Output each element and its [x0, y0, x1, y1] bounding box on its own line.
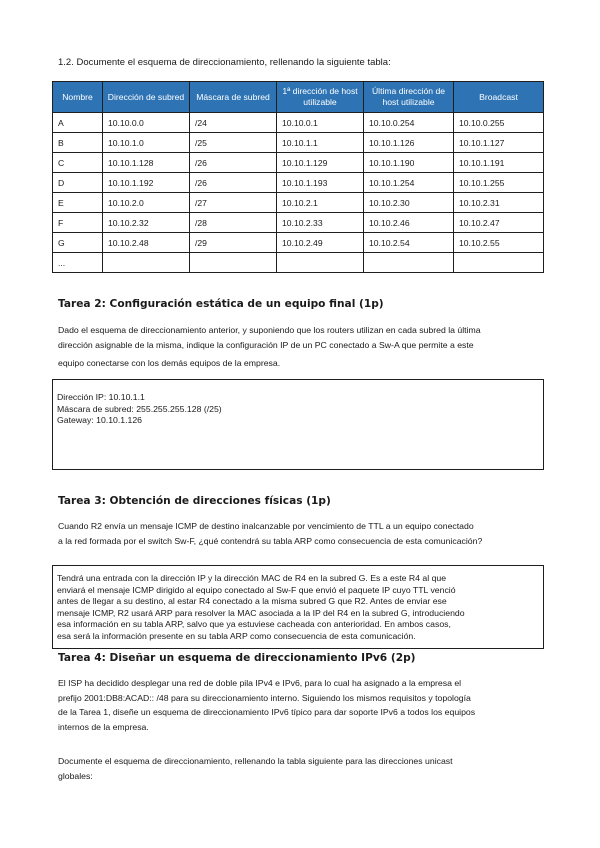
table-row	[53, 233, 544, 253]
table-cell: 10.10.2.54	[364, 233, 454, 253]
table-cell	[454, 253, 544, 273]
table-cell: 10.10.1.254	[364, 173, 454, 193]
header-nombre: Nombre	[53, 82, 103, 113]
table-row	[53, 113, 544, 133]
paragraph-line: Dado el esquema de direccionamiento anterior, y suponiendo que los routers utilizan en cada subred la última	[58, 325, 481, 335]
table-cell: B	[53, 133, 103, 153]
answer-line: Tendrá una entrada con la dirección IP y la dirección MAC de R4 en la subred G. Es a este R4 al que	[57, 573, 447, 583]
answer-line: Máscara de subred: 255.255.255.128 (/25)	[57, 403, 222, 414]
table-cell: 10.10.2.46	[364, 213, 454, 233]
table-cell: 10.10.2.49	[277, 233, 364, 253]
answer-line: antes de llegar a su destino, al estar R4 conectado a la misma subred G que R2. Antes de enviar ese	[57, 596, 447, 606]
tarea4-heading: Tarea 4: Diseñar un esquema de direccionamiento IPv6 (2p)	[58, 652, 416, 664]
table-row	[53, 193, 544, 213]
table-cell: 10.10.0.0	[103, 113, 190, 133]
paragraph-line: equipo conectarse con los demás equipos de la empresa.	[58, 358, 281, 368]
table-cell: 10.10.2.30	[364, 193, 454, 213]
table-cell: /24	[190, 113, 277, 133]
table-cell	[364, 253, 454, 273]
header-mascara-subred: Máscara de subred	[190, 82, 277, 113]
tarea4-paragraph-1	[58, 676, 546, 734]
answer-line: mensaje ICMP, R2 usará ARP para resolver la MAC asociada a la IP del R4 en la subred G, introduciendo	[57, 607, 465, 618]
table-cell: 10.10.2.47	[454, 213, 544, 233]
table-cell: 10.10.1.192	[103, 173, 190, 193]
table-cell: 10.10.2.33	[277, 213, 364, 233]
tarea2-heading: Tarea 2: Configuración estática de un equipo final (1p)	[58, 298, 384, 310]
table-cell: /28	[190, 213, 277, 233]
table-cell	[103, 253, 190, 273]
table-cell: /26	[190, 153, 277, 173]
table-cell: 10.10.2.48	[103, 233, 190, 253]
table-cell: /27	[190, 193, 277, 213]
table-cell	[190, 253, 277, 273]
table-cell: /25	[190, 133, 277, 153]
addressing-table	[52, 81, 544, 273]
paragraph-line: dirección asignable de la misma, indique la configuración IP de un PC conectado a Sw-A que permite a este	[58, 339, 474, 350]
tarea3-answer	[57, 573, 539, 642]
table-cell: ...	[53, 253, 103, 273]
table-cell: 10.10.2.31	[454, 193, 544, 213]
answer-line: Gateway: 10.10.1.126	[57, 415, 143, 425]
header-broadcast: Broadcast	[454, 82, 544, 113]
tarea2-answer	[57, 392, 222, 427]
table-cell: 10.10.1.191	[454, 153, 544, 173]
table-row	[53, 133, 544, 153]
header-primera-host: 1ª dirección de host utilizable	[277, 82, 364, 113]
paragraph-line: a la red formada por el switch Sw-F, ¿qué contendrá su tabla ARP como consecuencia de esta comunicación?	[58, 535, 483, 546]
paragraph-line: de la Tarea 1, diseñe un esquema de direccionamiento IPv6 típico para dar soporte IPv6 a todos los equipos	[58, 707, 476, 717]
paragraph-line: El ISP ha decidido desplegar una red de doble pila IPv4 e IPv6, para lo cual ha asignado a la empresa el	[58, 678, 462, 688]
paragraph-line: globales:	[58, 770, 93, 781]
table-row	[53, 153, 544, 173]
table-cell: 10.10.2.0	[103, 193, 190, 213]
table-cell: 10.10.1.127	[454, 133, 544, 153]
table-cell: 10.10.1.255	[454, 173, 544, 193]
table-row	[53, 213, 544, 233]
table-cell: 10.10.1.128	[103, 153, 190, 173]
table-cell: /26	[190, 173, 277, 193]
table-row	[53, 173, 544, 193]
section-intro: 1.2. Documente el esquema de direccionamiento, rellenando la siguiente tabla:	[58, 57, 391, 68]
table-cell: 10.10.0.1	[277, 113, 364, 133]
paragraph-line: Cuando R2 envía un mensaje ICMP de destino inalcanzable por vencimiento de TTL a un equipo conectado	[58, 521, 474, 531]
table-cell: 10.10.1.0	[103, 133, 190, 153]
table-cell: 10.10.1.193	[277, 173, 364, 193]
answer-line: esa información en su tabla ARP, salvo que ya estuviese cacheada con anterioridad. En ambos casos,	[57, 619, 451, 629]
table-cell: 10.10.0.254	[364, 113, 454, 133]
table-cell: 10.10.2.55	[454, 233, 544, 253]
table-cell: 10.10.2.32	[103, 213, 190, 233]
table-cell: 10.10.1.1	[277, 133, 364, 153]
table-cell: 10.10.1.126	[364, 133, 454, 153]
paragraph-line: prefijo 2001:DB8:ACAD:: /48 para su direccionamiento interno. Siguiendo los mismos requisitos y topología	[58, 692, 471, 703]
paragraph-line: Documente el esquema de direccionamiento, rellenando la tabla siguiente para las direcciones unicast	[58, 756, 453, 766]
table-cell: G	[53, 233, 103, 253]
table-cell: F	[53, 213, 103, 233]
table-cell: E	[53, 193, 103, 213]
tarea4-paragraph-2	[58, 754, 546, 783]
tarea2-paragraph	[58, 323, 546, 371]
table-cell: 10.10.1.129	[277, 153, 364, 173]
header-ultima-host: Última dirección de host utilizable	[364, 82, 454, 113]
table-cell: /29	[190, 233, 277, 253]
table-row	[53, 253, 544, 273]
answer-line: esa será la información presente en su tabla ARP como consecuencia de esta comunicación.	[57, 630, 416, 641]
table-cell	[277, 253, 364, 273]
table-cell: C	[53, 153, 103, 173]
answer-line: Dirección IP: 10.10.1.1	[57, 392, 145, 402]
table-cell: 10.10.2.1	[277, 193, 364, 213]
table-cell: 10.10.0.255	[454, 113, 544, 133]
table-cell: A	[53, 113, 103, 133]
header-direccion-subred: Dirección de subred	[103, 82, 190, 113]
tarea3-heading: Tarea 3: Obtención de direcciones físicas (1p)	[58, 495, 331, 507]
table-header-row	[53, 82, 544, 113]
table-cell: D	[53, 173, 103, 193]
tarea3-paragraph	[58, 519, 546, 548]
table-cell: 10.10.1.190	[364, 153, 454, 173]
answer-line: enviará el mensaje ICMP dirigido al equipo conectado al Sw-F que envió el paquete IP cuyo TTL venció	[57, 584, 456, 595]
paragraph-line: internos de la empresa.	[58, 721, 149, 732]
